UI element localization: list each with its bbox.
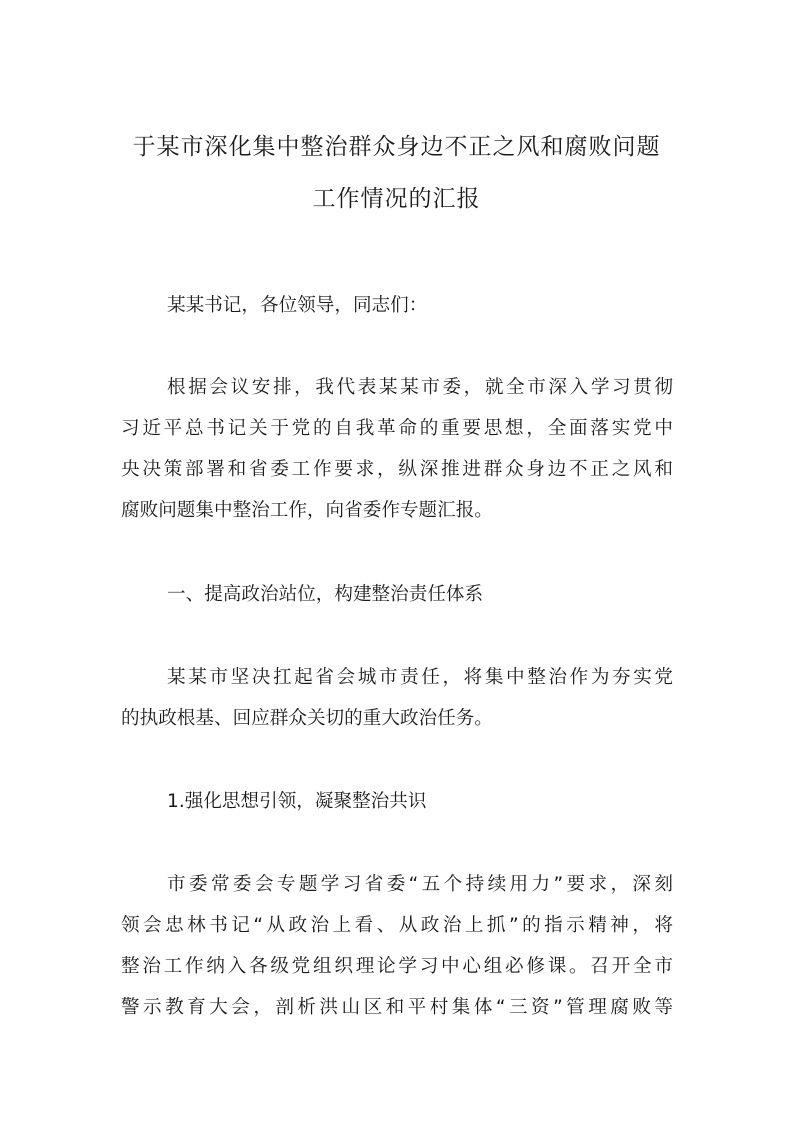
subsection-1-paragraph-line-3: 整治工作纳入各级党组织理论学习中心组必修课。召开全市 bbox=[121, 956, 673, 977]
paragraph-1-line-4: 腐败问题集中整治工作，向省委作专题汇报。 bbox=[121, 500, 493, 521]
subsection-1-paragraph-line-2: 领会忠林书记“从政治上看、从政治上抓”的指示精神，将 bbox=[121, 915, 673, 936]
paragraph-1-line-3: 央决策部署和省委工作要求，纵深推进群众身边不正之风和 bbox=[121, 459, 673, 480]
paragraph-1-line-1: 根据会议安排，我代表某某市委，就全市深入学习贯彻 bbox=[167, 377, 673, 398]
subsection-1-paragraph-line-4: 警示教育大会，剖析洪山区和平村集体“三资”管理腐败等 bbox=[121, 997, 673, 1018]
paragraph-1-line-2: 习近平总书记关于党的自我革命的重要思想，全面落实党中 bbox=[121, 418, 673, 439]
document-title-line-2: 工作情况的汇报 bbox=[312, 186, 481, 212]
section-1-paragraph-line-2: 的执政根基、回应群众关切的重大政治任务。 bbox=[121, 708, 493, 729]
section-1-paragraph-line-1: 某某市坚决扛起省会城市责任，将集中整治作为夯实党 bbox=[167, 667, 673, 688]
salutation: 某某书记，各位领导，同志们： bbox=[167, 295, 428, 316]
subsection-1-heading: 1.强化思想引领，凝聚整治共识 bbox=[167, 791, 427, 812]
section-1-heading: 一、提高政治站位，构建整治责任体系 bbox=[167, 584, 484, 605]
document-title-line-1: 于某市深化集中整治群众身边不正之风和腐败问题 bbox=[132, 134, 661, 160]
subsection-1-paragraph-line-1: 市委常委会专题学习省委“五个持续用力”要求，深刻 bbox=[167, 874, 673, 895]
